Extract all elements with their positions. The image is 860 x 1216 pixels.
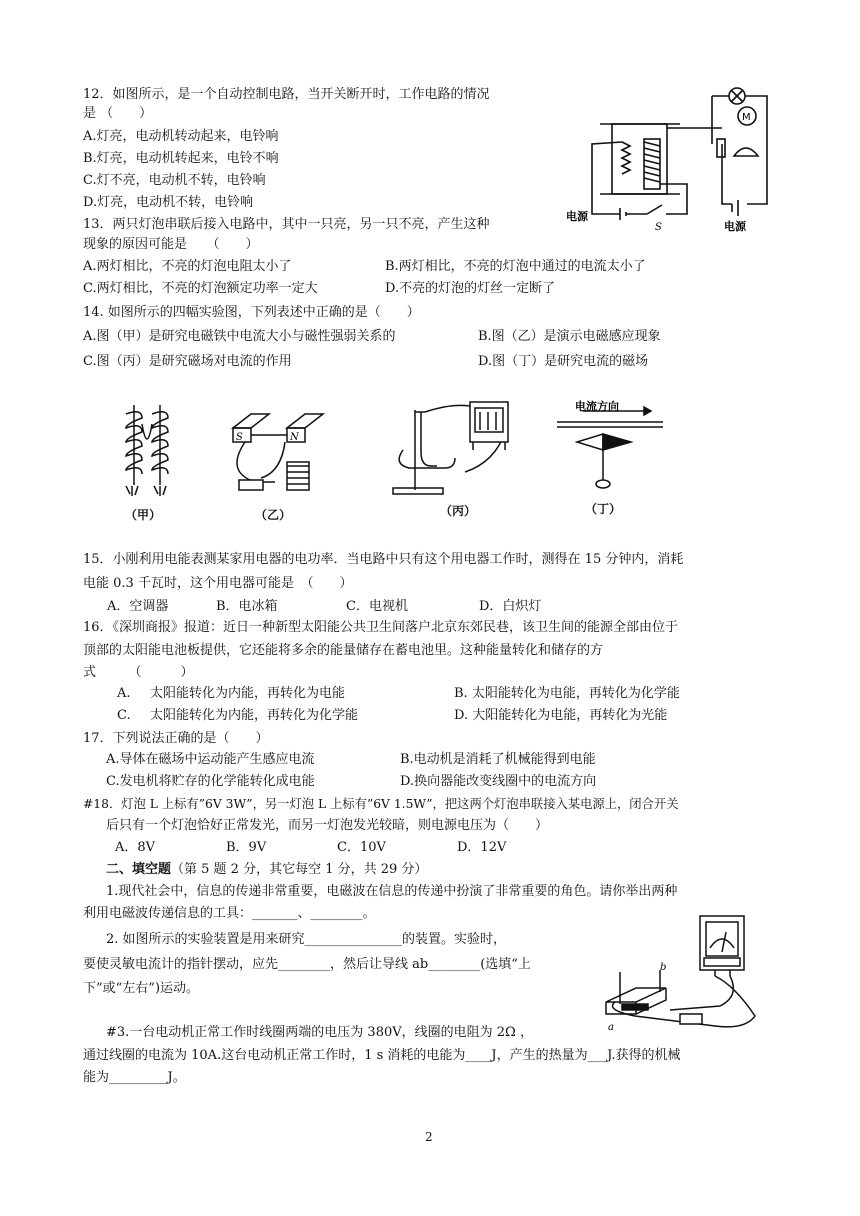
q16-option-c-key: C.	[117, 708, 131, 723]
caption-bing: （丙）	[440, 504, 477, 518]
q15-option-c: C．电视机	[346, 599, 408, 614]
f2-line3: 下”或“左右”)运动。	[83, 981, 200, 996]
q13-option-a: A.两灯相比，不亮的灯泡电阻太小了	[83, 259, 292, 274]
q16-option-c: 太阳能转化为内能，再转化为化学能	[150, 708, 359, 723]
section-title: 二、填空题	[106, 862, 172, 877]
q14-option-a: A.图（甲）是研究电磁铁中电流大小与磁性强弱关系的	[83, 329, 396, 344]
q17-option-a: A.导体在磁场中运动能产生感应电流	[106, 752, 315, 767]
section-note: （第 5 题 2 分，其它每空 1 分，共 29 分）	[171, 862, 428, 877]
q18-option-d: D．12V	[457, 840, 507, 855]
q18-stem-line2: 后只有一个灯泡恰好正常发光，而另一灯泡发光较暗，则电源电压为（ ）	[106, 818, 549, 833]
q13-stem-line1: 13．两只灯泡串联后接入电路中，其中一只亮，另一只不亮，产生这种	[83, 217, 490, 232]
q18-option-a: A．8V	[115, 840, 156, 855]
q12-relay-circuit-figure	[562, 84, 777, 234]
left-power-label: 电源	[566, 210, 588, 223]
f3-line3: 能为_________J。	[83, 1070, 186, 1085]
motor-label: M	[742, 112, 751, 123]
q17-stem: 17．下列说法正确的是（ ）	[83, 731, 269, 746]
f2-line1: 2. 如图所示的实验装置是用来研究_______________的装置。实验时，	[106, 932, 507, 947]
right-power-label: 电源	[724, 220, 746, 233]
switch-label: S	[655, 222, 662, 233]
f3-line1: #3.一台电动机正常工作时线圈两端的电压为 380V，线圈的电阻为 2Ω ，	[106, 1025, 533, 1040]
q13-option-c: C.两灯相比，不亮的灯泡额定功率一定大	[83, 281, 318, 296]
magnet-s-label: S	[236, 432, 243, 443]
q12-option-a: A.灯亮，电动机转动起来，电铃响	[83, 129, 279, 144]
caption-ding: （丁）	[585, 502, 622, 516]
q18-option-c: C．10V	[337, 840, 386, 855]
wire-a-label: a	[608, 1022, 614, 1033]
caption-yi: （乙）	[255, 508, 292, 522]
f1-line1: 1.现代社会中，信息的传递非常重要，电磁波在信息的传递中扮演了非常重要的角色。请你举出两种	[106, 884, 678, 899]
figure-ding-oersted	[555, 400, 665, 495]
figure-bing-force-on-current	[385, 390, 525, 500]
q14-option-d: D.图（丁）是研究电流的磁场	[478, 354, 649, 369]
f2-induction-apparatus-figure	[600, 912, 770, 1042]
page-number: 2	[425, 1130, 433, 1144]
f2-line2: 要使灵敏电流计的指针摆动，应先________，然后让导线 ab________(选填“上	[83, 957, 531, 972]
figure-jia-electromagnets	[118, 400, 178, 500]
q13-stem-line2: 现象的原因可能是 （ ）	[83, 237, 259, 252]
q15-option-d: D．白炽灯	[479, 599, 542, 614]
q17-option-b: B.电动机是消耗了机械能得到电能	[400, 752, 596, 767]
q13-option-d: D.不亮的灯泡的灯丝一定断了	[385, 281, 556, 296]
q16-option-a: 太阳能转化为内能，再转化为电能	[150, 686, 346, 701]
q14-option-b: B.图（乙）是演示电磁感应现象	[478, 329, 661, 344]
q16-stem-line3: 式 （ ）	[83, 665, 194, 680]
f1-line2: 利用电磁波传递信息的工具：_______、________。	[83, 906, 376, 921]
q12-option-c: C.灯不亮，电动机不转，电铃响	[83, 173, 266, 188]
q15-stem-line1: 15．小刚利用电能表测某家用电器的电功率．当电路中只有这个用电器工作时，测得在 15 分钟内，消耗	[83, 552, 684, 567]
q16-stem-line1: 16．《深圳商报》报道：近日一种新型太阳能公共卫生间落户北京东郊民巷，该卫生间的能源全部由位于	[83, 620, 679, 635]
magnet-n-label: N	[290, 432, 299, 443]
q12-stem-line2: 是 （ ）	[83, 106, 153, 121]
section-heading	[106, 861, 427, 879]
current-direction-label: 电流方向	[575, 400, 619, 413]
q13-option-b: B.两灯相比，不亮的灯泡中通过的电流太小了	[385, 259, 646, 274]
q14-option-c: C.图（丙）是研究磁场对电流的作用	[83, 354, 292, 369]
q16-option-b: B. 太阳能转化为电能，再转化为化学能	[454, 686, 680, 701]
q15-stem-line2: 电能 0.3 千瓦时，这个用电器可能是 （ ）	[83, 576, 353, 591]
q15-option-a: A．空调器	[107, 599, 169, 614]
q17-option-c: C.发电机将贮存的化学能转化成电能	[106, 774, 315, 789]
q16-option-d: D. 大阳能转化为电能，再转化为光能	[454, 708, 668, 723]
q17-option-d: D.换向器能改变线圈中的电流方向	[400, 774, 597, 789]
q16-option-a-key: A.	[117, 686, 131, 701]
f3-line2: 通过线圈的电流为 10A.这台电动机正常工作时，1 s 消耗的电能为____J，产生的热量为___J.获得的机械	[83, 1048, 681, 1063]
wire-b-label: b	[660, 962, 667, 973]
q12-option-b: B.灯亮，电动机转起来，电铃不响	[83, 151, 279, 166]
figure-yi-induction	[225, 400, 325, 500]
q18-option-b: B．9V	[226, 840, 267, 855]
q14-stem: 14. 如图所示的四幅实验图，下列表述中正确的是（ ）	[83, 305, 420, 320]
q16-stem-line2: 顶部的太阳能电池板提供，它还能将多余的能量储存在蓄电池里。这种能量转化和储存的方	[83, 643, 604, 658]
q15-option-b: B．电冰箱	[216, 599, 278, 614]
caption-jia: （甲）	[125, 508, 162, 522]
q12-stem-line1: 12．如图所示，是一个自动控制电路，当开关断开时，工作电路的情况	[83, 87, 490, 102]
relay-circuit-diagram	[562, 84, 777, 234]
q18-stem-line1: #18．灯泡 L 上标有”6V 3W”，另一灯泡 L 上标有”6V 1.5W”，把这两个灯泡串联接入某电源上，闭合开关	[83, 797, 679, 811]
q12-option-d: D.灯亮，电动机不转，电铃响	[83, 195, 254, 210]
